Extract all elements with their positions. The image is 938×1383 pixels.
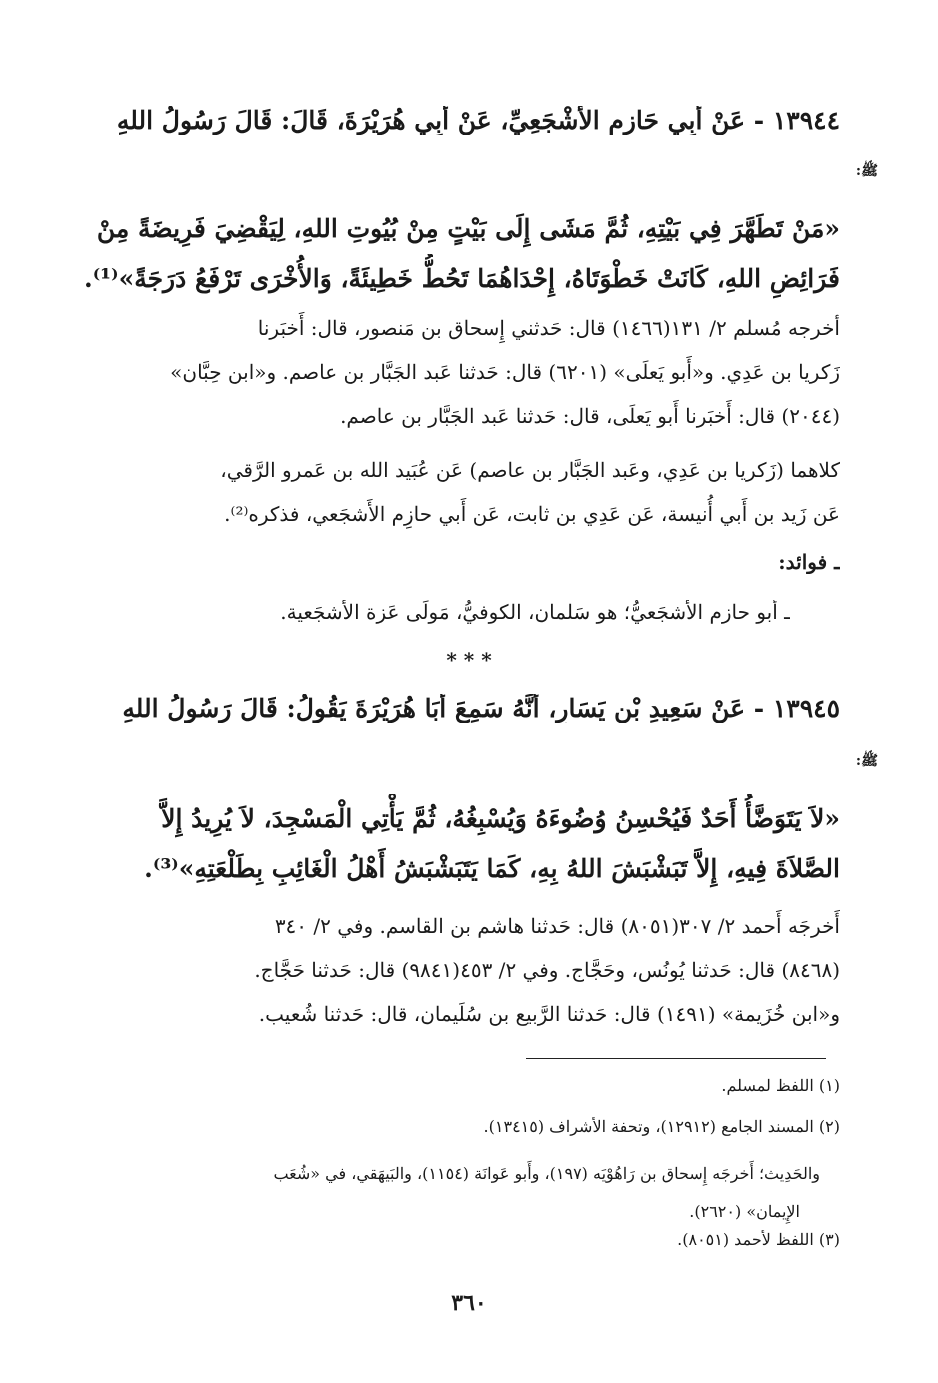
hadith-1-matn <box>80 204 840 304</box>
footnote-line: (٣) اللفظ لأَحمد (٨٠٥١). <box>677 1230 840 1249</box>
matn-line: الصَّلاَةَ فِيهِ، إِلاَّ تَبَشْبَشَ اللهُ بِهِ، كَمَا يَتَبَشْبَشُ أَهْلُ الْغَائِبِ بِطَلْعَتِهِ»⁽³⁾. <box>144 854 840 883</box>
footnote-1 <box>80 1076 840 1095</box>
fawaid-item <box>80 600 790 624</box>
section-separator: * * * <box>446 648 492 672</box>
isnad-line: كلاهما (زَكريا بن عَدِي، وعَبد الجَبَّار بن عاصم) عَن عُبَيد الله بن عَمرو الرَّقي، <box>220 458 840 482</box>
footnote-line: الإِيمان» (٢٦٢٠). <box>689 1202 800 1221</box>
footnote-2-continued <box>80 1155 820 1231</box>
hadith-2-salawat: ﷺ: <box>855 753 878 769</box>
footnote-3 <box>80 1230 840 1249</box>
takhrij-line: أخرجه مُسلم ٢/ ١٣١(١٤٦٦) قال: حَدثني إِسحاق بن مَنصور، قال: أَخبَرنا <box>257 316 840 340</box>
fawaid-title <box>80 550 840 574</box>
hadith-1-takhrij <box>80 306 840 438</box>
hadith-1-isnad <box>80 448 840 536</box>
footnote-line: (٢) المسند الجامع (١٢٩١٢)، وتحفة الأَشراف (١٣٤١٥). <box>483 1117 840 1136</box>
hadith-2-header-text: ١٣٩٤٥ - عَنْ سَعِيدِ بْنِ يَسَارٍ، أَنَّهُ سَمِعَ أَبَا هُرَيْرَةَ يَقُولُ: قَالَ رَسُولُ اللهِ <box>122 694 840 723</box>
page-number: ٣٦٠ <box>451 1290 487 1316</box>
hadith-2-header <box>80 694 840 723</box>
fawaid-title-text: ـ فوائد: <box>778 550 840 574</box>
hadith-1-salawat: ﷺ: <box>855 163 878 179</box>
footnote-line: والحَدِيث؛ أَخرجَه إِسحاق بن رَاهُوْيَه (١٩٧)، وأَبو عَوانَة (١١٥٤)، والبَيهَقي، في «شُعَب <box>273 1164 820 1183</box>
takhrij-line: و«ابن خُزَيمة» (١٤٩١) قال: حَدثنا الرَّبيع بن سُلَيمان، قال: حَدثنا شُعيب. <box>258 1002 840 1026</box>
footnote-2 <box>80 1117 840 1136</box>
footnote-line: (١) اللفظ لمسلم. <box>721 1076 840 1095</box>
takhrij-line: زَكريا بن عَدِي. و«أَبو يَعلَى» (٦٢٠١) قال: حَدثنا عَبد الجَبَّار بن عاصم. و«ابن حِبَّان» <box>170 360 840 384</box>
footnote-divider <box>526 1058 826 1059</box>
takhrij-line: أَخرجَه أَحمد ٢/ ٣٠٧(٨٠٥١) قال: حَدثنا هاشم بن القاسم. وفي ٢/ ٣٤٠ <box>274 914 840 938</box>
hadith-1-header <box>80 106 840 135</box>
matn-line: «لاَ يَتَوَضَّأُ أَحَدٌ فَيُحْسِنُ وُضُوءَهُ وَيُسْبِغُهُ، ثُمَّ يَأْتِي الْمَسْجِدَ، لاَ يُرِيدُ إِلاَّ <box>161 804 840 833</box>
matn-line: فَرَائِضِ اللهِ، كَانَتْ خَطْوَتَاهُ، إِحْدَاهُمَا تَحُطُّ خَطِيئَةً، وَالأُخْرَى تَرْفَعُ دَرَجَةً»⁽¹⁾. <box>84 264 840 293</box>
takhrij-line: (٢٠٤٤) قال: أَخبَرنا أَبو يَعلَى، قال: حَدثنا عَبد الجَبَّار بن عاصم. <box>340 404 840 428</box>
matn-line: «مَنْ تَطَهَّرَ فِي بَيْتِهِ، ثُمَّ مَشَى إِلَى بَيْتٍ مِنْ بُيُوتِ اللهِ، لِيَقْضِيَ فَرِيضَةً مِنْ <box>96 214 840 243</box>
hadith-2-matn <box>80 794 840 894</box>
fawaid-item-text: ـ أَبو حازِم الأَشجَعيُّ؛ هو سَلمان، الكوفيُّ، مَولَى عَزة الأَشجَعية. <box>280 600 790 624</box>
hadith-2-takhrij <box>80 904 840 1036</box>
isnad-line: عَن زَيد بن أَبي أُنيسة، عَن عَدِي بن ثابت، عَن أَبي حازِم الأَشجَعي، فذكره⁽²⁾. <box>224 502 840 526</box>
takhrij-line: (٨٤٦٨) قال: حَدثنا يُونُس، وحَجَّاج. وفي ٢/ ٤٥٣(٩٨٤١) قال: حَدثنا حَجَّاج. <box>254 958 840 982</box>
hadith-1-header-text: ١٣٩٤٤ - عَنْ أَبِي حَازِمٍ الأَشْجَعِيِّ، عَنْ أَبِي هُرَيْرَةَ، قَالَ: قَالَ رَسُولُ اللهِ <box>116 106 840 135</box>
